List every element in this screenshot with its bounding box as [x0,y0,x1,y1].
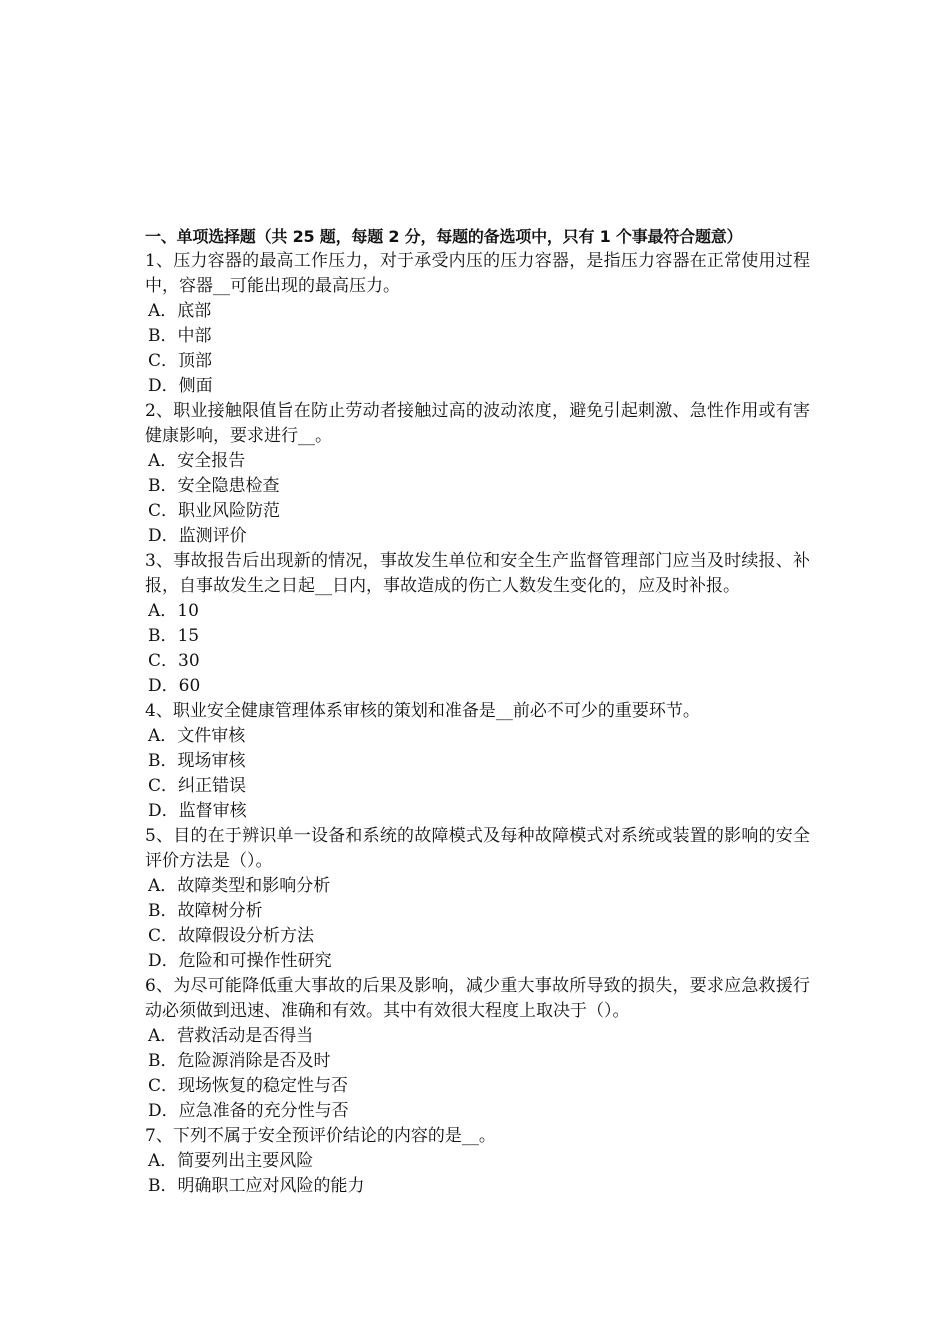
document-page [145,224,810,1199]
answer-option: A．底部 [148,301,212,321]
answer-option: C．顶部 [148,351,213,371]
answer-option: B．安全隐患检查 [148,476,280,496]
question-stem: 2、职业接触限值旨在防止劳动者接触过高的波动浓度，避免引起刺激、急性作用或有害健康影响，要求进行__。 [145,401,810,446]
question-stem: 4、职业安全健康管理体系审核的策划和准备是__前必不可少的重要环节。 [145,701,700,721]
section-heading: 一、单项选择题（共 25 题，每题 2 分，每题的备选项中，只有 1 个事最符合题意） [145,227,743,246]
answer-option: A．文件审核 [148,726,246,746]
answer-option: B．危险源消除是否及时 [148,1051,331,1071]
question-item [145,699,810,824]
question-stem: 5、目的在于辨识单一设备和系统的故障模式及每种故障模式对系统或装置的影响的安全评价方法是（）。 [145,826,810,871]
question-list [145,249,810,1199]
question-item [145,824,810,974]
answer-option: D．危险和可操作性研究 [148,951,332,971]
answer-option: A．安全报告 [148,451,246,471]
answer-option: A．故障类型和影响分析 [148,876,331,896]
question-item [145,974,810,1124]
answer-option: B．现场审核 [148,751,246,771]
answer-option: C．30 [148,651,200,671]
answer-option: D．监测评价 [148,526,247,546]
answer-option: B．中部 [148,326,212,346]
answer-option: C．职业风险防范 [148,501,281,521]
answer-option: A．简要列出主要风险 [148,1151,314,1171]
answer-option: A．10 [148,601,199,621]
answer-option: D．60 [148,676,201,696]
answer-option: C．故障假设分析方法 [148,926,315,946]
answer-option: D．侧面 [148,376,213,396]
answer-option: D．监督审核 [148,801,247,821]
question-stem: 7、下列不属于安全预评价结论的内容的是__。 [145,1126,496,1146]
answer-option: C．现场恢复的稳定性与否 [148,1076,349,1096]
answer-option: B．故障树分析 [148,901,263,921]
answer-option: B．15 [148,626,200,646]
question-item [145,549,810,699]
question-item [145,249,810,399]
question-stem: 3、事故报告后出现新的情况，事故发生单位和安全生产监督管理部门应当及时续报、补报，自事故发生之日起__日内，事故造成的伤亡人数发生变化的，应及时补报。 [145,551,810,596]
question-stem: 1、压力容器的最高工作压力，对于承受内压的压力容器，是指压力容器在正常使用过程中，容器__可能出现的最高压力。 [145,251,810,296]
answer-option: C．纠正错误 [148,776,247,796]
answer-option: B．明确职工应对风险的能力 [148,1176,365,1196]
answer-option: A．营救活动是否得当 [148,1026,314,1046]
question-item [145,1124,810,1199]
question-stem: 6、为尽可能降低重大事故的后果及影响，减少重大事故所导致的损失，要求应急救援行动必须做到迅速、准确和有效。其中有效很大程度上取决于（）。 [145,976,810,1021]
question-item [145,399,810,549]
answer-option: D．应急准备的充分性与否 [148,1101,349,1121]
